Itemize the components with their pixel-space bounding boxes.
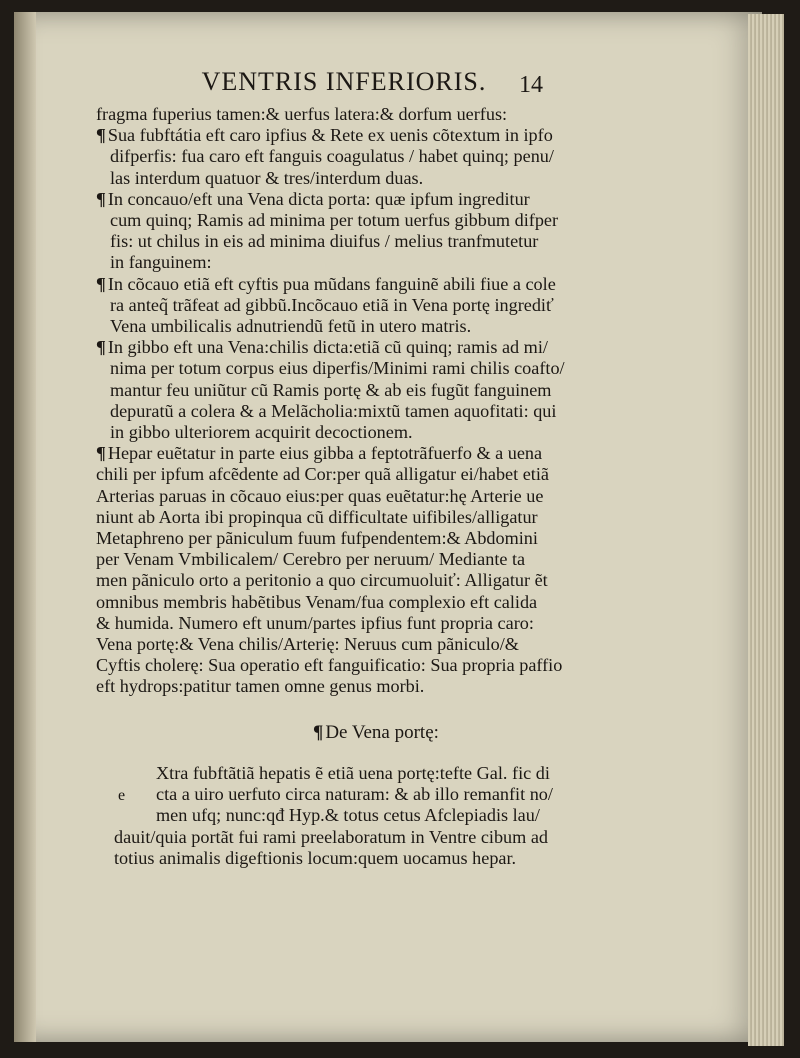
text-line: cum quinq; Ramis ad minima per totum uerfus gibbum difper xyxy=(110,210,559,231)
paragraph-2 xyxy=(96,125,656,189)
text-line: men ufq; nunc:qđ Hyp.& totus cetus Afclepiadis lau/ xyxy=(156,805,540,826)
text-line: men pãniculo orto a peritonio a quo circumuoluiť: Alligatur ẽt xyxy=(96,570,548,591)
text-line: in gibbo ulteriorem acquirit decoctionem. xyxy=(110,422,413,443)
text-line: Metaphreno per pãniculum fuum fufpendentem:& Abdomini xyxy=(96,528,538,549)
text-line: per Venam Vmbilicalem/ Cerebro per neruum/ Mediante ta xyxy=(96,549,526,570)
text-line: ¶ In cõcauo etiã eft cyftis pua mũdans fanguinẽ abili fiue a cole xyxy=(96,273,556,294)
paragraph-6 xyxy=(96,443,656,697)
text-line: las interdum quatuor & tres/interdum duas. xyxy=(110,167,424,188)
text-line: in fanguinem: xyxy=(110,252,212,273)
text-line: ¶ Sua fubftátia eft caro ipfius & Rete ex uenis cõtextum in ipfo xyxy=(96,125,553,146)
text-line: dauit/quia portãt fui rami preelaboratum in Ventre cibum ad xyxy=(114,826,549,847)
page-gutter xyxy=(14,12,36,1042)
section-heading xyxy=(96,722,656,743)
pilcrow-mark: ¶ xyxy=(96,125,106,146)
section-body xyxy=(96,763,656,869)
text-line: fragma fuperius tamen:& uerfus latera:& dorfum uerfus: xyxy=(96,104,508,124)
pilcrow-mark: ¶ xyxy=(96,337,106,358)
paragraph-1 xyxy=(96,104,656,125)
pilcrow-mark: ¶ xyxy=(96,273,106,294)
text-line: nima per totum corpus eius diperfis/Minimi rami chilis coafto/ xyxy=(110,358,565,379)
running-title: VENTRIS INFERIORIS. xyxy=(201,67,487,96)
text-line: chili per ipfum afcẽdente ad Cor:per quã alligatur ei/habet etiã xyxy=(96,464,549,485)
text-line: Xtra fubftãtiã hepatis ẽ etiã uena portę:tefte Gal. fic di xyxy=(156,762,550,783)
pilcrow-mark: ¶ xyxy=(313,721,324,743)
section-heading-text: De Vena portę: xyxy=(325,721,439,743)
paragraph-5 xyxy=(96,337,656,443)
text-line: Vena umbilicalis adnutriendũ fetũ in utero matris. xyxy=(110,316,472,337)
text-line: fis: ut chilus in eis ad minima diuifus / melius tranfmutetur xyxy=(110,231,539,252)
text-line: difperfis: fua caro eft fanguis coagulatus / habet quinq; penu/ xyxy=(110,146,554,167)
text-line: ¶ In gibbo eft una Vena:chilis dicta:etiã cũ quinq; ramis ad mi/ xyxy=(96,337,548,358)
text-line: & humida. Numero eft unum/partes ipfius funt propria caro: xyxy=(96,612,534,633)
text-line: Vena portę:& Vena chilis/Arterię: Neruus cum pãniculo/& xyxy=(96,634,519,655)
text-line: cta a uiro uerfuto circa naturam: & ab illo remanfit no/ xyxy=(156,784,553,805)
text-line: mantur feu uniũtur cũ Ramis portę & ab eis fugũt fanguinem xyxy=(110,379,552,400)
pilcrow-mark: ¶ xyxy=(96,188,106,209)
page-fore-edge xyxy=(748,14,784,1046)
book-page xyxy=(14,12,762,1042)
text-line: ¶ Hepar euẽtatur in parte eius gibba a feptotrãfuerfo & a uena xyxy=(96,443,543,464)
text-line: niunt ab Aorta ibi propinqua cũ difficultate uifibiles/alligatur xyxy=(96,506,538,527)
text-line: eft hydrops:patitur tamen omne genus morbi. xyxy=(96,676,425,697)
text-line: ra anteq̃ trãfeat ad gibbũ.Incõcauo etiã in Vena portę ingrediť xyxy=(110,294,554,315)
text-block xyxy=(96,104,656,869)
text-line: totius animalis digeftionis locum:quem uocamus hepar. xyxy=(114,847,517,868)
pilcrow-mark: ¶ xyxy=(96,443,106,464)
guide-letter: e xyxy=(118,786,126,804)
text-line: Cyftis cholerę: Sua operatio eft fanguificatio: Sua propria paffio xyxy=(96,655,563,676)
text-line: ¶ In concauo/eft una Vena dicta porta: quæ ipfum ingreditur xyxy=(96,188,530,209)
folio-number: 14 xyxy=(519,72,543,98)
paragraph-3 xyxy=(96,189,656,274)
paragraph-4 xyxy=(96,274,656,338)
text-line: depuratũ a colera & a Melãcholia:mixtũ tamen aquofitati: qui xyxy=(110,400,557,421)
text-line: Arterias paruas in cõcauo eius:per quas euẽtatur:hę Arterie ue xyxy=(96,485,544,506)
text-line: omnibus membris habẽtibus Venam/fua complexio eft calida xyxy=(96,591,538,612)
section-paragraph xyxy=(96,763,656,869)
